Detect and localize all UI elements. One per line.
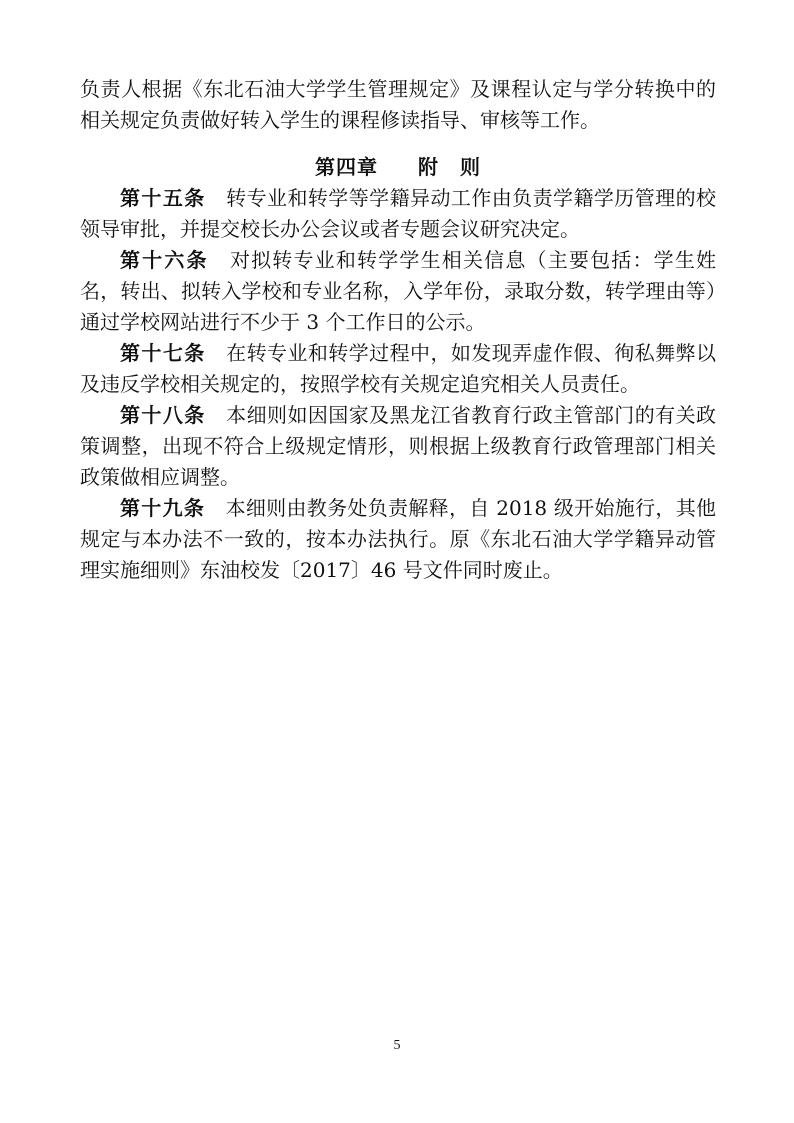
article-title: 第十八条 (120, 403, 206, 427)
article-title: 第十七条 (120, 341, 206, 365)
article-text: 本细则由教务处负责解释，自 2018 级开始施行，其他规定与本办法不一致的，按本办法执行。原《东北石油大学学籍异动管理实施细则》东油校发〔2017〕46 号文件同时废止。 (80, 496, 716, 582)
article-text: 转专业和转学等学籍异动工作由负责学籍学历管理的校领导审批，并提交校长办公会议或者专题会议研究决定。 (80, 186, 717, 241)
article-title: 第十六条 (120, 248, 209, 272)
chapter-number: 第四章 (315, 155, 378, 179)
article-18 (80, 400, 716, 493)
chapter-name: 附 则 (418, 155, 481, 179)
article-17 (80, 338, 716, 400)
article-16 (80, 245, 716, 338)
article-15 (80, 183, 716, 245)
chapter-heading (80, 152, 716, 183)
article-text: 对拟转专业和转学学生相关信息（主要包括：学生姓名，转出、拟转入学校和专业名称，入学年份，录取分数，转学理由等）通过学校网站进行不少于 3 个工作日的公示。 (80, 248, 717, 334)
page-number: 5 (393, 1038, 401, 1053)
article-text: 本细则如因国家及黑龙江省教育行政主管部门的有关政策调整，出现不符合上级规定情形，则根据上级教育行政管理部门相关政策做相应调整。 (80, 403, 717, 489)
document-body (80, 74, 716, 586)
article-19 (80, 493, 716, 586)
article-title: 第十九条 (120, 496, 206, 520)
article-text: 在转专业和转学过程中，如发现弄虚作假、徇私舞弊以及违反学校相关规定的，按照学校有关规定追究相关人员责任。 (80, 341, 717, 396)
article-title: 第十五条 (120, 186, 206, 210)
intro-paragraph: 负责人根据《东北石油大学学生管理规定》及课程认定与学分转换中的相关规定负责做好转入学生的课程修读指导、审核等工作。 (80, 77, 716, 132)
